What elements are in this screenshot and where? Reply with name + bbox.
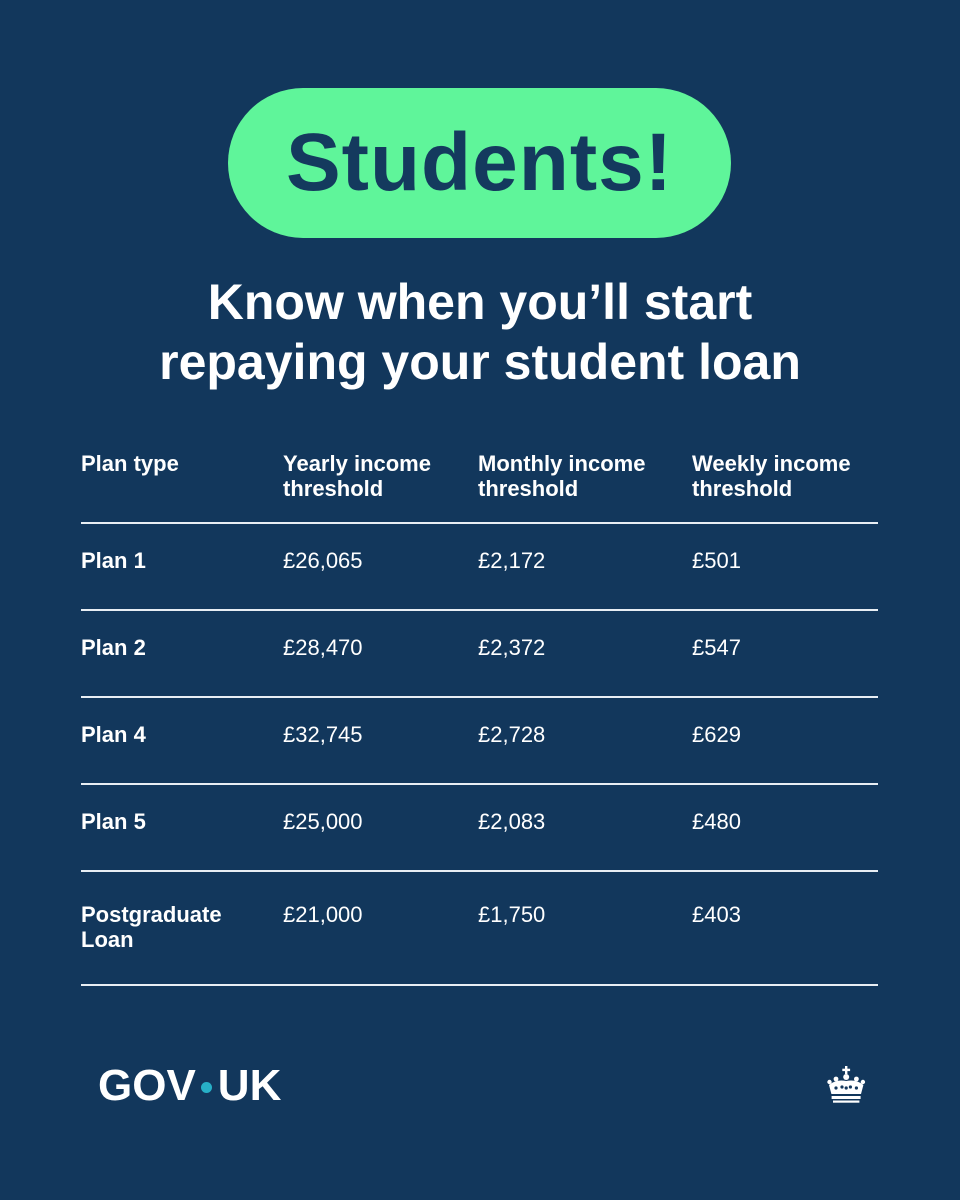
weekly-threshold-cell: £403 <box>692 902 741 927</box>
table-row <box>81 872 878 986</box>
headline-line-1: Know when you’ll start <box>207 274 753 330</box>
plan-type-cell: Plan 4 <box>81 722 146 747</box>
header-monthly-line-2: threshold <box>478 476 579 501</box>
table-row <box>81 611 878 698</box>
header-plan-type: Plan type <box>81 451 179 476</box>
monthly-threshold-cell: £2,083 <box>478 809 546 834</box>
plan-type-cell <box>81 902 271 952</box>
headline-line-2: repaying your student loan <box>159 334 801 390</box>
pill-title: Students! <box>285 117 674 208</box>
weekly-threshold-cell: £480 <box>692 809 741 834</box>
table-row <box>81 524 878 611</box>
plan-type-cell: Plan 5 <box>81 809 146 834</box>
header-yearly-line-1: Yearly income <box>283 451 431 476</box>
header-weekly <box>692 451 882 501</box>
monthly-threshold-cell: £2,172 <box>478 548 546 573</box>
monthly-threshold-cell: £2,728 <box>478 722 546 747</box>
weekly-threshold-cell: £629 <box>692 722 741 747</box>
weekly-threshold-cell: £547 <box>692 635 741 660</box>
header-yearly-line-2: threshold <box>283 476 384 501</box>
plan-type-line-2: Loan <box>81 927 134 952</box>
royal-crown-icon <box>826 1066 866 1104</box>
yearly-threshold-cell: £28,470 <box>283 635 363 660</box>
logo-uk-text: UK <box>217 1061 282 1110</box>
table-row <box>81 698 878 785</box>
plan-type-cell: Plan 1 <box>81 548 146 573</box>
header-weekly-line-2: threshold <box>692 476 793 501</box>
header-monthly <box>478 451 678 501</box>
gov-uk-logo <box>98 1062 281 1110</box>
table-row <box>81 785 878 872</box>
header-yearly <box>283 451 463 501</box>
logo-dot-icon <box>201 1082 212 1093</box>
monthly-threshold-cell: £1,750 <box>478 902 546 927</box>
repayment-threshold-table <box>81 448 878 986</box>
header-weekly-line-1: Weekly income <box>692 451 851 476</box>
title-pill <box>228 88 731 238</box>
yearly-threshold-cell: £21,000 <box>283 902 363 927</box>
yearly-threshold-cell: £26,065 <box>283 548 363 573</box>
plan-type-cell: Plan 2 <box>81 635 146 660</box>
header-monthly-line-1: Monthly income <box>478 451 646 476</box>
monthly-threshold-cell: £2,372 <box>478 635 546 660</box>
headline <box>0 272 960 392</box>
yearly-threshold-cell: £32,745 <box>283 722 363 747</box>
weekly-threshold-cell: £501 <box>692 548 741 573</box>
logo-gov-text: GOV <box>98 1061 196 1110</box>
plan-type-line-1: Postgraduate <box>81 902 222 927</box>
table-header-row <box>81 448 878 524</box>
yearly-threshold-cell: £25,000 <box>283 809 363 834</box>
